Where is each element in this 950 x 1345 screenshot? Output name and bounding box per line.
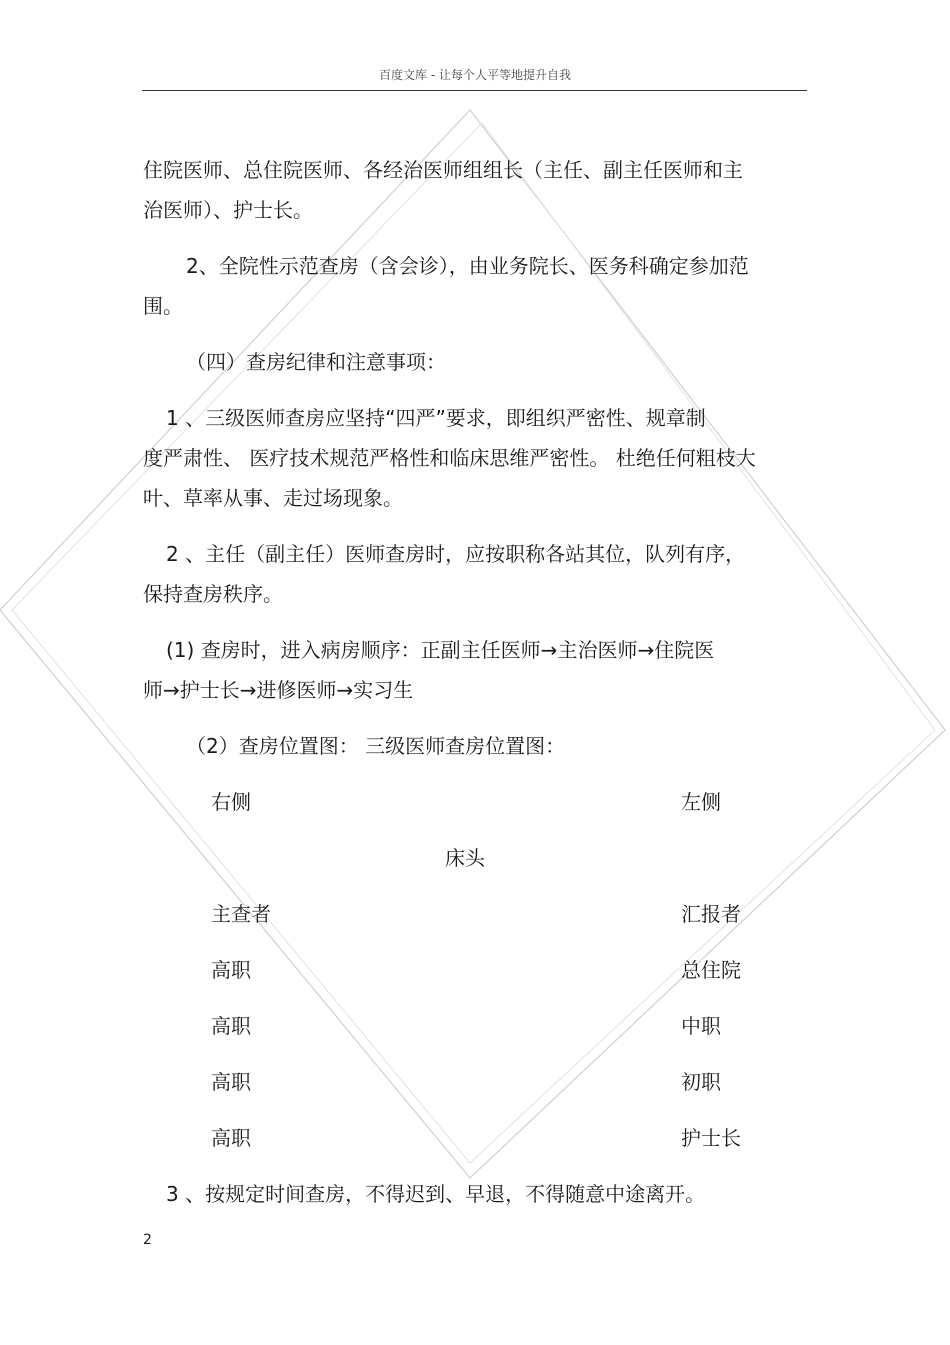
body-line: 围。 — [143, 294, 183, 318]
body-line: 治医师）、护士长。 — [143, 198, 313, 222]
body-line: 2、全院性示范查房（含会诊），由业务院长、医务科确定参加范 — [186, 254, 749, 278]
body-line: 住院医师、总住院医师、各经治医师组组长（主任、副主任医师和主 — [143, 158, 743, 182]
diagram-bed-head-label: 床头 — [445, 846, 485, 870]
body-line: 度严肃性、 医疗技术规范严格性和临床思维严密性。 杜绝任何粗枝大 — [143, 446, 756, 470]
page-header: 百度文库 - 让每个人平等地提升自我 — [379, 68, 571, 82]
body-line: (1) 查房时，进入病房顺序：正副主任医师→主治医师→住院医 — [166, 638, 715, 662]
diagram-right-side-label: 右侧 — [211, 790, 251, 814]
body-line: 叶、草率从事、走过场现象。 — [143, 486, 403, 510]
diagram-left-item: 高职 — [211, 958, 251, 982]
diagram-right-item: 护士长 — [681, 1126, 741, 1150]
diagram-left-item: 高职 — [211, 1070, 251, 1094]
diagram-right-item: 总住院 — [681, 958, 741, 982]
body-line: 保持查房秩序。 — [143, 582, 283, 606]
diagram-right-item: 中职 — [681, 1014, 721, 1038]
section-heading: （四）查房纪律和注意事项： — [186, 350, 446, 374]
body-line: 1 、三级医师查房应坚持“四严”要求，即组织严密性、规章制 — [166, 406, 706, 430]
body-line: 3 、按规定时间查房，不得迟到、早退，不得随意中途离开。 — [166, 1182, 706, 1206]
diagram-right-item: 初职 — [681, 1070, 721, 1094]
page-number: 2 — [143, 1232, 152, 1248]
diagram-left-item: 高职 — [211, 1126, 251, 1150]
body-line: 2 、主任（副主任）医师查房时，应按职称各站其位，队列有序， — [166, 542, 746, 566]
diagram-right-item: 汇报者 — [681, 902, 741, 926]
diagram-left-item: 高职 — [211, 1014, 251, 1038]
body-line: （2）查房位置图： 三级医师查房位置图： — [186, 734, 566, 758]
body-line: 师→护士长→进修医师→实习生 — [143, 678, 414, 702]
diagram-left-item: 主查者 — [211, 902, 271, 926]
diagram-left-side-label: 左侧 — [681, 790, 721, 814]
header-rule — [142, 90, 807, 91]
